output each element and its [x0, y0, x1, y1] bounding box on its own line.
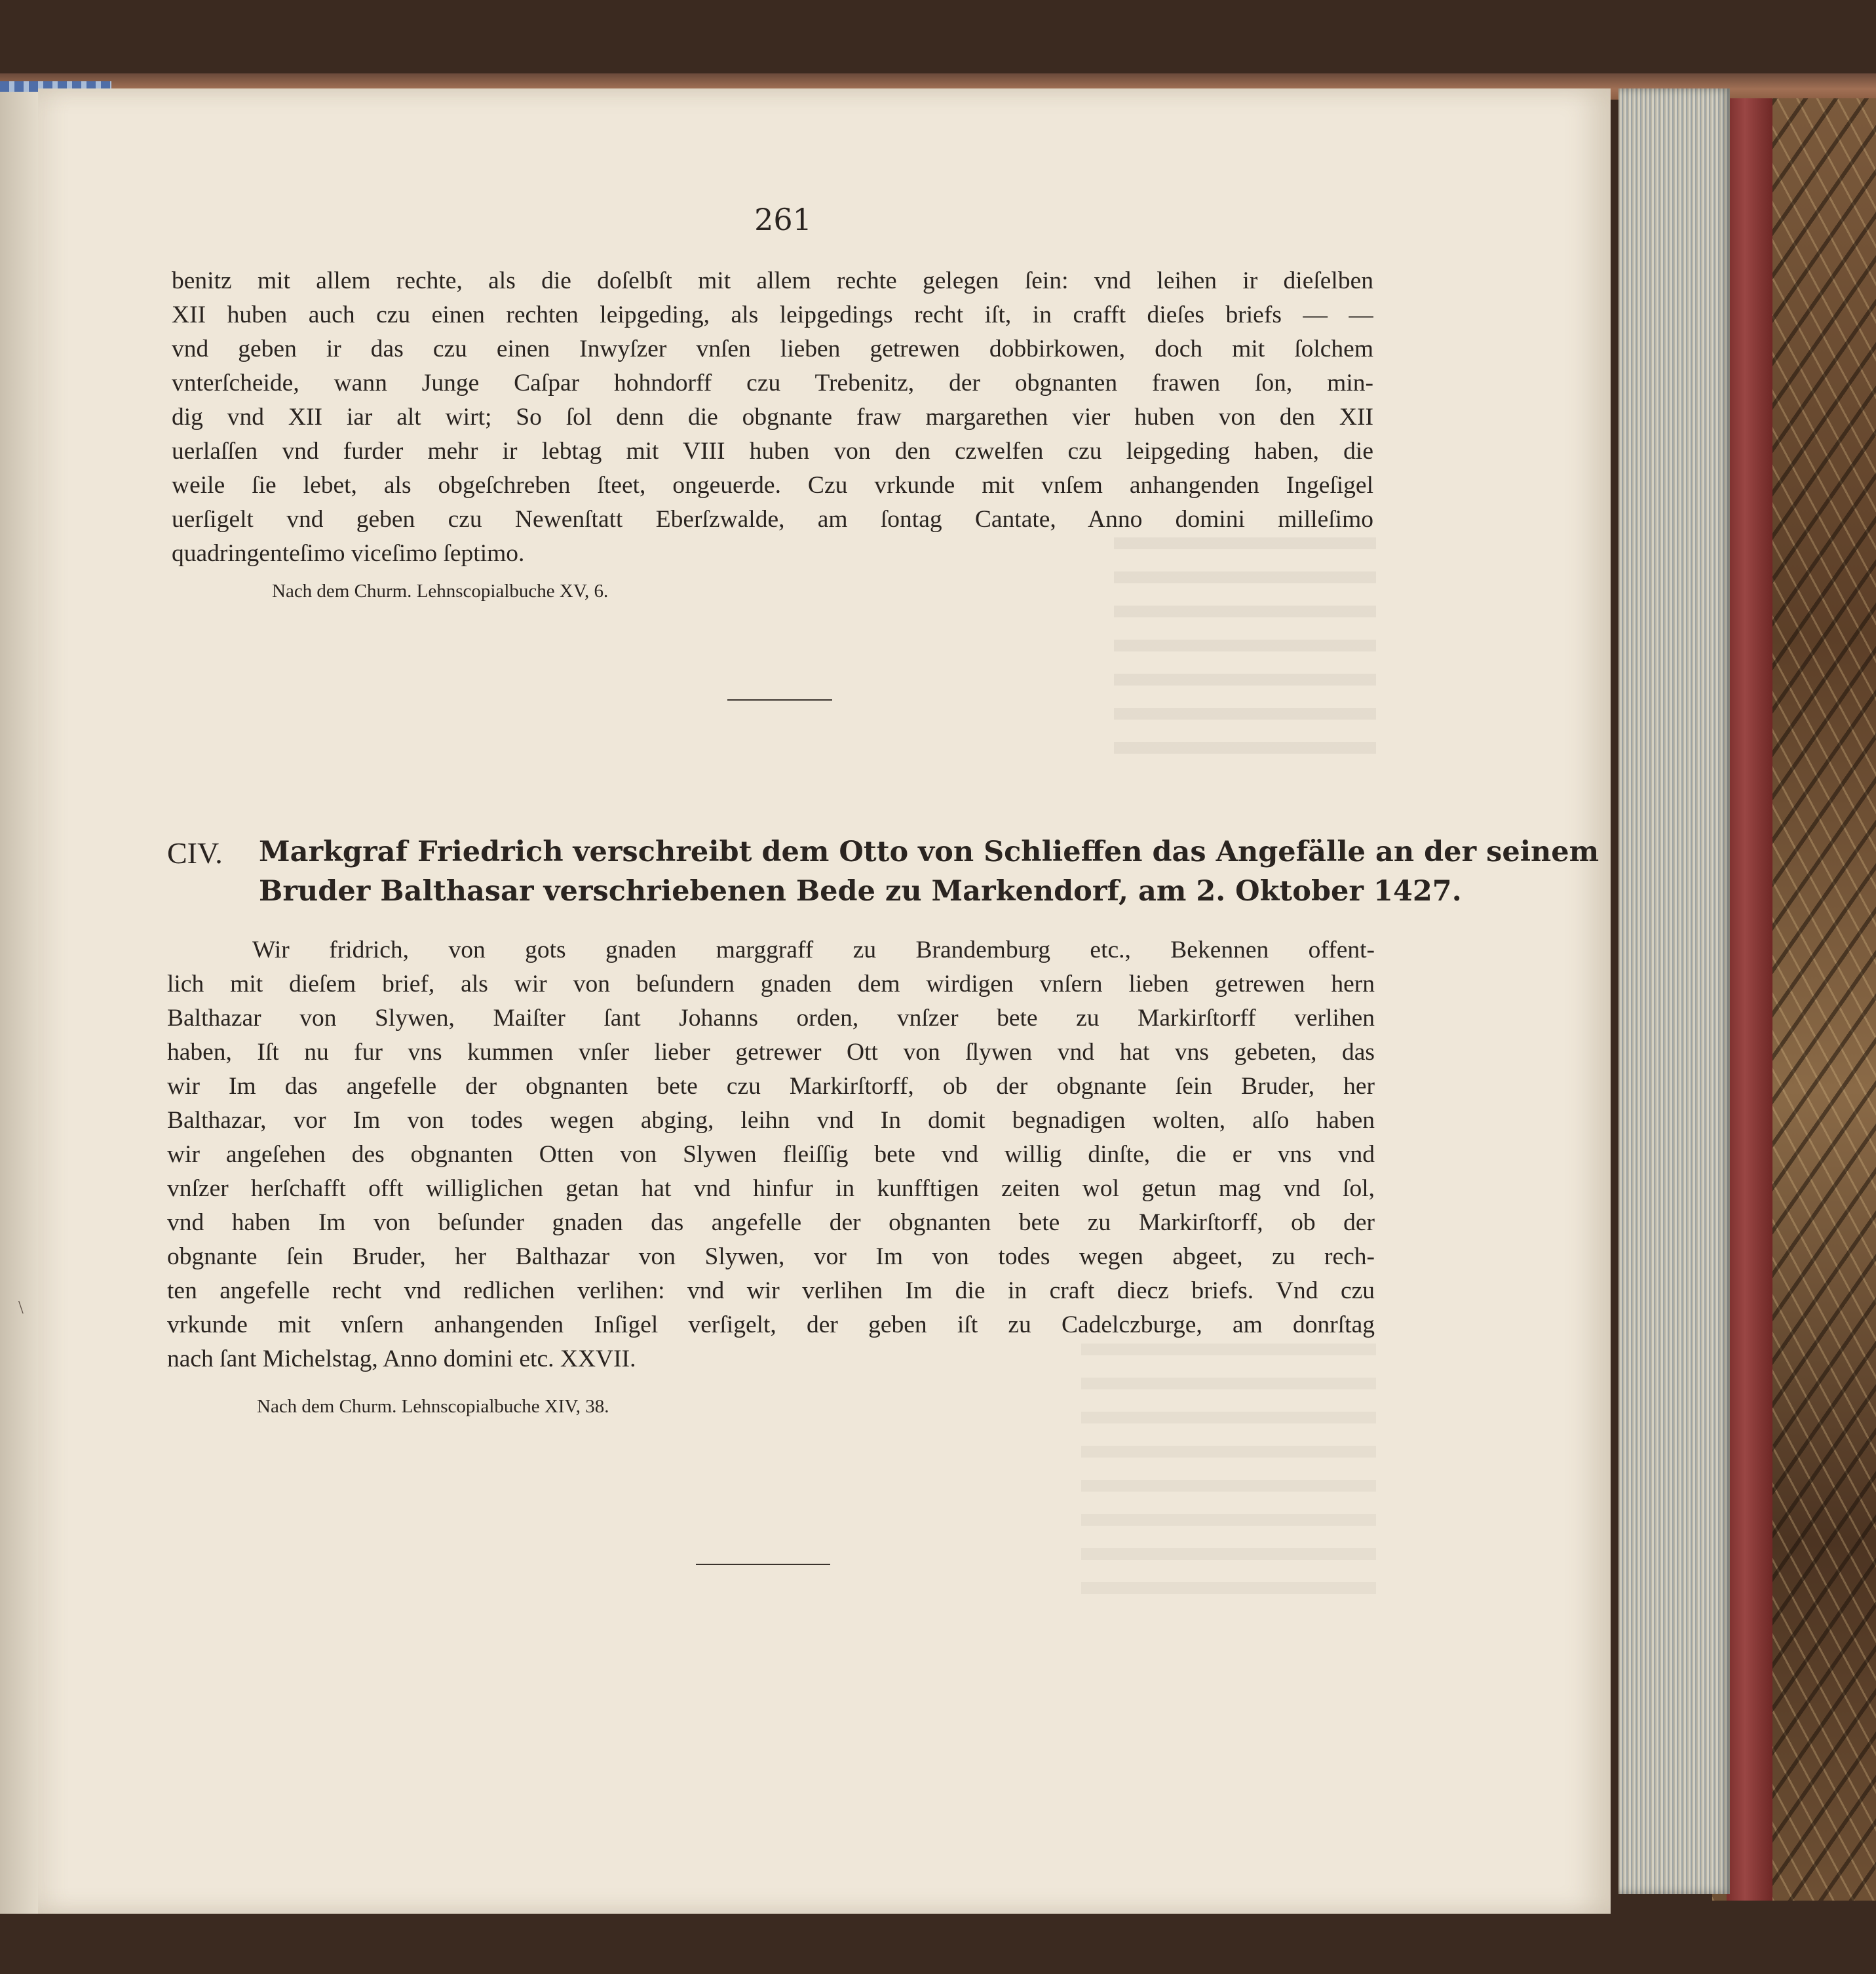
- text-line: vnterſcheide, wann Junge Caſpar hohndorff czu Trebenitz, der obgnanten frawen ſon, min-: [172, 370, 1373, 397]
- text-line: ten angefelle recht vnd redlichen verlihen: vnd wir verlihen Im die in craft diecz briefs. Vnd czu: [167, 1277, 1375, 1304]
- show-through-texture: [1114, 537, 1376, 773]
- text-line: dig vnd XII iar alt wirt; So ſol denn die obgnante fraw margarethen vier huben von den XII: [172, 404, 1373, 431]
- show-through-texture: [1081, 1344, 1376, 1606]
- text-line: nach ſant Michelstag, Anno domini etc. XXVII.: [167, 1345, 636, 1372]
- text-line: Balthazar von Slywen, Maiſter ſant Johanns orden, vnſzer bete zu Markirſtorff verlihen: [167, 1005, 1375, 1032]
- text-line: obgnante ſein Bruder, her Balthazar von Slywen, vor Im von todes wegen abgeet, zu rech-: [167, 1243, 1375, 1270]
- text-line: uerlaſſen vnd furder mehr ir lebtag mit VIII huben von den czwelfen czu leipgeding haben, die: [172, 438, 1373, 465]
- source-citation: Nach dem Churm. Lehnscopialbuche XIV, 38.: [257, 1396, 609, 1417]
- document-number: CIV.: [167, 836, 223, 870]
- text-line: benitz mit allem rechte, als die doſelbſt mit allem rechte gelegen ſein: vnd leihen ir dieſelben: [172, 267, 1373, 294]
- text-line: vrkunde mit vnſern anhangenden Inſigel verſigelt, der geben iſt zu Cadelczburge, am donrſtag: [167, 1311, 1375, 1338]
- document-text: [167, 933, 1375, 1376]
- page-stack-edges: [1618, 88, 1730, 1894]
- text-line: Balthazar, vor Im von todes wegen abging, leihn vnd In domit begnadigen wolten, alſo haben: [167, 1107, 1375, 1134]
- text-line: uerſigelt vnd geben czu Newenſtatt Eberſzwalde, am ſontag Cantate, Anno domini milleſimo: [172, 506, 1373, 533]
- text-line: Wir fridrich, von gots gnaden marggraff zu Brandemburg etc., Bekennen offent-: [252, 937, 1375, 963]
- book-spine-cloth: [1727, 98, 1772, 1901]
- text-line: wir angeſehen des obgnanten Otten von Slywen fleiſſig bete vnd willig dinſte, die er vns vnd: [167, 1141, 1375, 1168]
- heading-line: Markgraf Friedrich verschreibt dem Otto von Schlieffen das Angefälle an der seinem: [259, 836, 1599, 868]
- text-line: quadringenteſimo viceſimo ſeptimo.: [172, 540, 525, 567]
- page-number: 261: [754, 202, 812, 237]
- text-line: weile ſie lebet, als obgeſchreben ſteet, ongeuerde. Czu vrkunde mit vnſem anhangenden Ingeſigel: [172, 472, 1373, 499]
- text-line: wir Im das angefelle der obgnanten bete czu Markirſtorff, ob der obgnante ſein Bruder, her: [167, 1073, 1375, 1100]
- text-line: haben, Iſt nu fur vns kummen vnſer lieber getrewer Ott von ſlywen vnd hat vns gebeten, das: [167, 1039, 1375, 1066]
- source-citation: Nach dem Churm. Lehnscopialbuche XV, 6.: [272, 581, 609, 602]
- section-divider: [727, 699, 832, 701]
- text-line: vnd haben Im von beſunder gnaden das angefelle der obgnanten bete zu Markirſtorff, ob der: [167, 1209, 1375, 1236]
- text-line: vnd geben ir das czu einen Inwyſzer vnſen lieben getrewen dobbirkowen, doch mit ſolchem: [172, 336, 1373, 362]
- section-continuation-text: [172, 264, 1373, 571]
- margin-mark: \: [18, 1298, 24, 1318]
- end-divider: [696, 1564, 830, 1565]
- text-line: vnſzer herſchafft offt williglichen getan hat vnd hinfur in kunfftigen zeiten wol getun mag vnd ſol,: [167, 1175, 1375, 1202]
- heading-line: Bruder Balthasar verschriebenen Bede zu Markendorf, am 2. Oktober 1427.: [259, 875, 1462, 908]
- text-line: lich mit dieſem brief, als wir von beſundern gnaden dem wirdigen vnſern lieben getrewen hern: [167, 971, 1375, 997]
- text-line: XII huben auch czu einen rechten leipgeding, als leipgedings recht iſt, in crafft dieſes briefs — —: [172, 301, 1373, 328]
- left-page-gutter: [0, 92, 39, 1914]
- document-heading: [259, 832, 1599, 911]
